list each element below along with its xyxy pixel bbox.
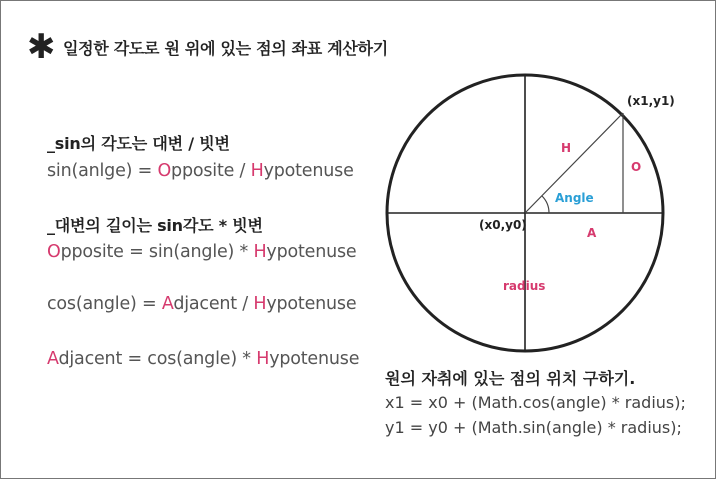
opposite-formula-part: pposite = sin(angle) * <box>60 242 254 262</box>
adjacent-formula-part: djacent = cos(angle) * <box>58 349 257 369</box>
x-formula: x1 = x0 + (Math.cos(angle) * radius); <box>385 393 686 412</box>
position-heading: 원의 자취에 있는 점의 위치 구하기. <box>385 369 636 388</box>
cos-formula-part: djacent / <box>173 294 254 314</box>
center-label: (x0,y0) <box>479 218 527 232</box>
hypotenuse-initial: H <box>250 161 264 181</box>
angle-arc <box>542 196 549 213</box>
opposite-initial: O <box>47 242 61 262</box>
adjacent-formula-part: ypotenuse <box>269 349 360 369</box>
asterisk-icon: ✱ <box>27 27 56 67</box>
sin-formula-part: ypotenuse <box>263 161 354 181</box>
adjacent-label: A <box>587 226 597 240</box>
sin-heading: _sin의 각도는 대변 / 빗변 <box>47 134 230 153</box>
opposite-heading: _대변의 길이는 sin각도 * 빗변 <box>47 216 263 235</box>
sin-formula-part: pposite / <box>171 161 251 181</box>
page-title: 일정한 각도로 원 위에 있는 점의 좌표 계산하기 <box>63 38 388 58</box>
hypotenuse-initial: H <box>253 294 267 314</box>
opposite-label: O <box>631 160 642 174</box>
hypotenuse-label: H <box>561 141 572 155</box>
adjacent-initial: A <box>161 294 174 314</box>
opposite-initial: O <box>157 161 172 181</box>
y-formula: y1 = y0 + (Math.sin(angle) * radius); <box>385 418 682 437</box>
cos-formula-part: cos(angle) = <box>47 294 162 314</box>
hypotenuse-initial: H <box>253 242 267 262</box>
sin-formula-part: sin(anlge) = <box>47 161 158 181</box>
cos-formula-part: ypotenuse <box>266 294 357 314</box>
radius-label: radius <box>503 279 546 293</box>
point-label: (x1,y1) <box>627 94 675 108</box>
angle-label: Angle <box>555 191 594 205</box>
hypotenuse-initial: H <box>256 349 270 369</box>
opposite-formula-part: ypotenuse <box>266 242 357 262</box>
adjacent-initial: A <box>47 349 59 369</box>
